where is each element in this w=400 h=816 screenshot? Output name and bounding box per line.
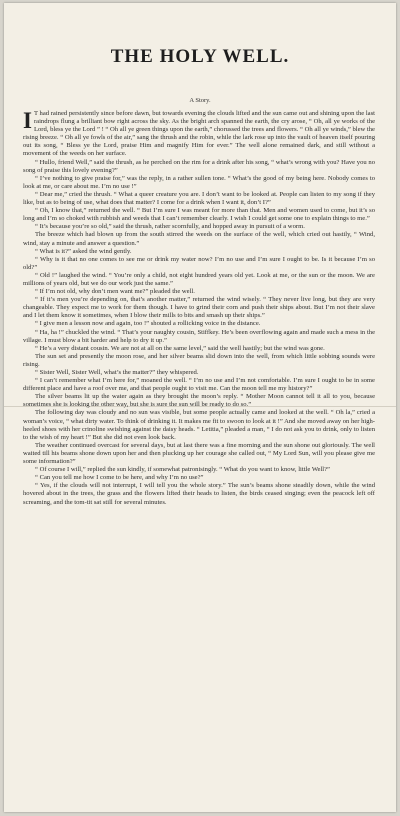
paragraph: “ It’s because you’re so old,” said the thrush, rather scornfully, and hopped away in pursuit of a worm. [35, 223, 305, 231]
paragraph: “ Hullo, friend Well,” said the thrush, as he perched on the rim for a drink after his song, “ what’s wrong with you? Have you no song of praise this lovely evening?” [23, 158, 375, 174]
paragraph: “ What is it?” asked the wind gently. [35, 247, 132, 255]
paragraph: “ He’s a very distant cousin. We are not at all on the same level,” said the well hastily; but the wind was gone. [35, 344, 325, 352]
paragraph: “ I can’t remember what I’m here for,” moaned the well. “ I’m no use and I’m not comfortable. I’m sure I ought to be in some different place and have a roof over me, and that people ought to visit me. Can the moon tell me my history?” [23, 377, 375, 393]
story-body [23, 110, 375, 507]
paragraph: “ If I’m not old, why don’t men want me?” pleaded the well. [35, 288, 195, 296]
paragraph: The weather continued overcast for several days, but at last there was a fine morning and the sun shone out gloriously. The well waited till his beams shone down upon her and then plucking up her courage she called out, “ My Lord Sun, will you please give me some information?” [23, 441, 375, 466]
paragraph: “ Dear me,” cried the thrush. “ What a queer creature you are. I don’t want to be looked at. People can listen to my song if they like, but as to being of use, what does that matter? I come for a drink when I want it, don’t I?” [23, 190, 375, 207]
paragraph: “ Yes, if the clouds will not interrupt, I will tell you the whole story.” The sun’s beams shone steadily down, while the wind hovered about in the trees, the grass and the flowers lifted their heads to listen, the birds ceased singing; even the peacock left off screaming, and the tom-tit sat still for several minutes. [23, 482, 375, 506]
paragraph: “ Can you tell me how I come to be here, and why I’m no use?” [35, 474, 204, 482]
paragraph: “ I give men a lesson now and again, too !” shouted a rollicking voice in the distance. [35, 320, 261, 328]
paragraph: “ I’ve nothing to give praise for,” was the reply, in a rather sullen tone. “ What’s the good of my being here. Nobody comes to look at me, or care about me. I’m no use !” [23, 174, 375, 190]
paragraph: “ Ha, ha !” chuckled the wind. “ That’s your naughty cousin, Stiffkey. He’s been overflowing again and made such a mess in the village. I must blow a bit harder and help to dry it up.” [23, 328, 375, 344]
paragraph: “ Sister Well, Sister Well, what’s the matter?” they whispered. [35, 369, 199, 376]
paragraph: “ If it’s men you’re depending on, that’s another matter,” returned the wind wisely. “ They never live long, but they are very changeable. They expect me to work for them though. I have to grind their corn and push their ships about. But I’m not their slave and I let them know it sometimes, when I blow their mills to bits and smash up their ships.” [23, 296, 375, 320]
paragraph: The sun set and presently the moon rose, and her silver beams slid down into the well, from which little sobbing sounds were rising. [23, 352, 375, 368]
drop-cap: I [23, 108, 32, 133]
paragraph: The following day was cloudy and no sun was visible, but some people actually came and looked at the well. “ Oh la,” cried a woman’s voice, “ what dirty water. To think of drinking it. It makes me fit to swoon to look at it !” And she moved away on her high-heeled shoes with her crinoline swishing against the daisy heads. “ Letitia,” pleaded a man, “ I do not ask you to drink, only to listen to the wish of my heart !” But she did not even look back. [23, 409, 375, 441]
story-subtitle: A Story. [189, 97, 211, 104]
opening-paragraph [23, 110, 375, 159]
paragraph: “ Why is it that no one comes to see me or drink my water now? I’m no use and I’m sure I ought to be. Is it because I’m so old?” [23, 255, 375, 271]
paragraph: The silver beams lit up the water again as they brought the moon’s reply. “ Mother Moon cannot tell it all to you, because sometimes she is looking the other way, but she is sure the sun will be ready to do so.” [23, 393, 375, 409]
opening-paragraph-text: T had rained persistently since before dawn, but towards evening the clouds lifted and the sun came out and shining upon the last raindrops flung a brilliant bow right across the sky. As the bright arch spanned the earth, the cry arose, “ Oh, all ye works of the Lord, bless ye the Lord ” ! “ Oh all ye green things upon the earth,” chorussed the trees and flowers. “ Oh all ye winds,” blew the rising breeze. “ Oh all ye fowls of the air,” sang the thrush and the robin, while the lark rose up into the vault of heaven itself pouring out its song, “ Bless ye the Lord, praise Him and magnify Him for ever.” The well alone remained dark, and still without a movement of the weeds on her surface. [23, 110, 375, 158]
story-title: THE HOLY WELL. [110, 46, 290, 67]
document-page [4, 3, 396, 812]
paragraph: “ Of course I will,” replied the sun kindly, if somewhat patronisingly. “ What do you want to know, little Well?” [35, 466, 330, 474]
paragraph: “ Old !” laughed the wind. “ You’re only a child, not eight hundred years old yet. Look at me, or the sun or the moon. We are millions of years old, but we do our work just the same.” [23, 271, 375, 287]
paragraph: “ Oh, I know that,” returned the well. “ But I’m sure I was meant for more than that. Men and women used to come, but it’s so long and I’m so choked with rubbish and weeds that I can’t remember clearly. I wish I could get some one to explain things to me.” [23, 207, 375, 223]
paragraph: The breeze which had blown up from the south stirred the weeds on the surface of the well, which cried out hastily, “ Wind, wind, stay a minute and answer a question.” [23, 231, 375, 247]
